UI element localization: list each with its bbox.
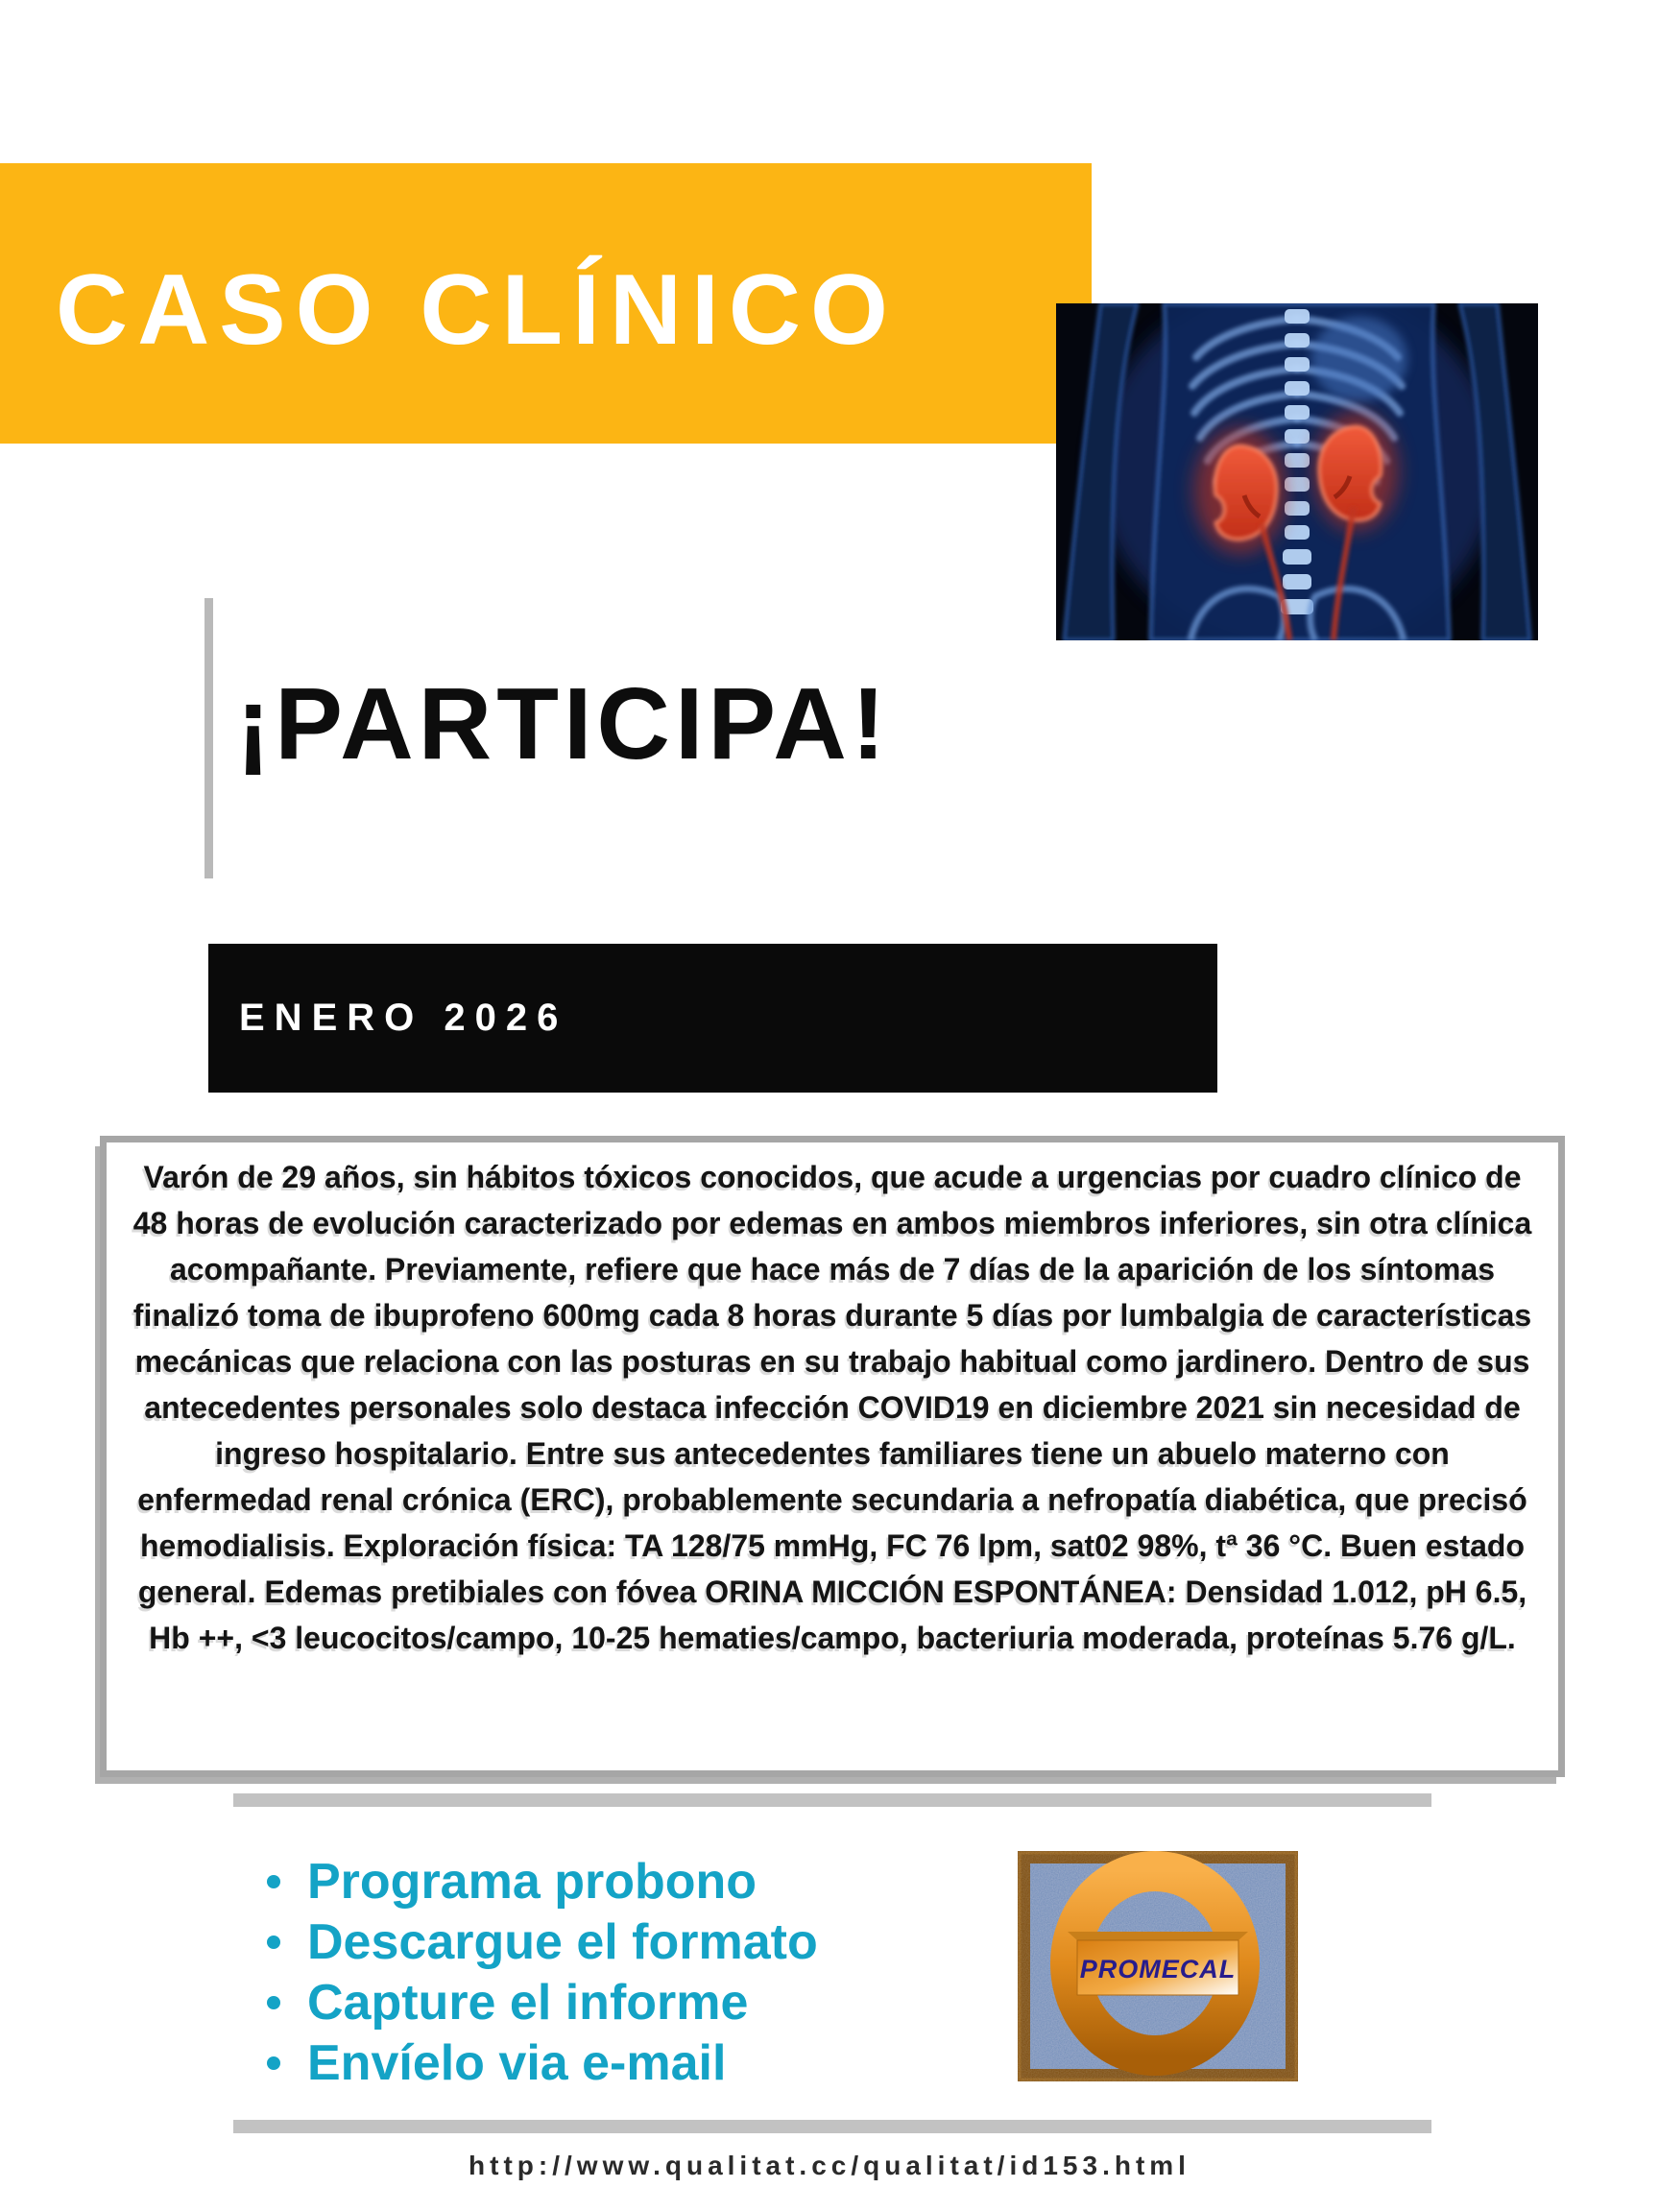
bullet-icon <box>267 2056 280 2070</box>
promecal-logo <box>1018 1851 1298 2081</box>
promecal-logo-image <box>1018 1851 1298 2081</box>
steps-list <box>267 1851 818 2093</box>
list-item <box>267 1851 818 1911</box>
participa-heading: ¡PARTICIPA! <box>236 667 891 781</box>
bullet-label: Capture el informe <box>307 1974 749 2031</box>
bullet-label: Programa probono <box>307 1853 757 1910</box>
promecal-logo-text: PROMECAL <box>1079 1955 1237 1984</box>
title-banner <box>0 163 1092 444</box>
bullet-label: Envíelo via e-mail <box>307 2034 727 2091</box>
list-item <box>267 2032 818 2093</box>
bullet-icon <box>267 1875 280 1888</box>
bullet-icon <box>267 1936 280 1949</box>
case-text: Varón de 29 años, sin hábitos tóxicos conocidos, que acude a urgencias por cuadro clínico de 48 horas de evolución caracterizado por edemas en ambos miembros inferiores, sin otra clínica acompañante. Previamente, refiere que hace más de 7 días de la aparición de los síntomas finalizó toma de ibuprofeno 600mg cada 8 horas durante 5 días por lumbalgia de características mecánicas que relaciona con las posturas en su trabajo habitual como jardinero. Dentro de sus antecedentes personales solo destaca infección COVID19 en diciembre 2021 sin necesidad de ingreso hospitalario. Entre sus antecedentes familiares tiene un abuelo materno con enfermedad renal crónica (ERC), probablemente secundaria a nefropatía diabética, que precisó hemodialisis. Exploración física: TA 128/75 mmHg, FC 76 lpm, sat02 98%, tª 36 °C. Buen estado general. Edemas pretibiales con fóvea ORINA MICCIÓN ESPONTÁNEA: Densidad 1.012, pH 6.5, Hb ++, <3 leucocitos/campo, 10-25 hematies/campo, bacteriuria moderada, proteínas 5.76 g/L. <box>132 1160 1532 1655</box>
footer-url-link[interactable]: http://www.qualitat.cc/qualitat/id153.html <box>469 2151 1190 2180</box>
date-banner <box>208 944 1217 1093</box>
divider-top <box>233 1793 1431 1807</box>
bullet-label: Descargue el formato <box>307 1913 818 1970</box>
kidneys-xray-image <box>1056 303 1538 640</box>
bullet-icon <box>267 1996 280 2009</box>
participa-accent-bar <box>204 598 213 878</box>
case-description-box <box>100 1136 1565 1777</box>
date-text: ENERO 2026 <box>239 997 568 1039</box>
kidneys-xray-illustration <box>1056 303 1538 640</box>
divider-bottom <box>233 2120 1431 2133</box>
list-item <box>267 1972 818 2032</box>
list-item <box>267 1911 818 1972</box>
page-title: CASO CLÍNICO <box>56 254 898 366</box>
